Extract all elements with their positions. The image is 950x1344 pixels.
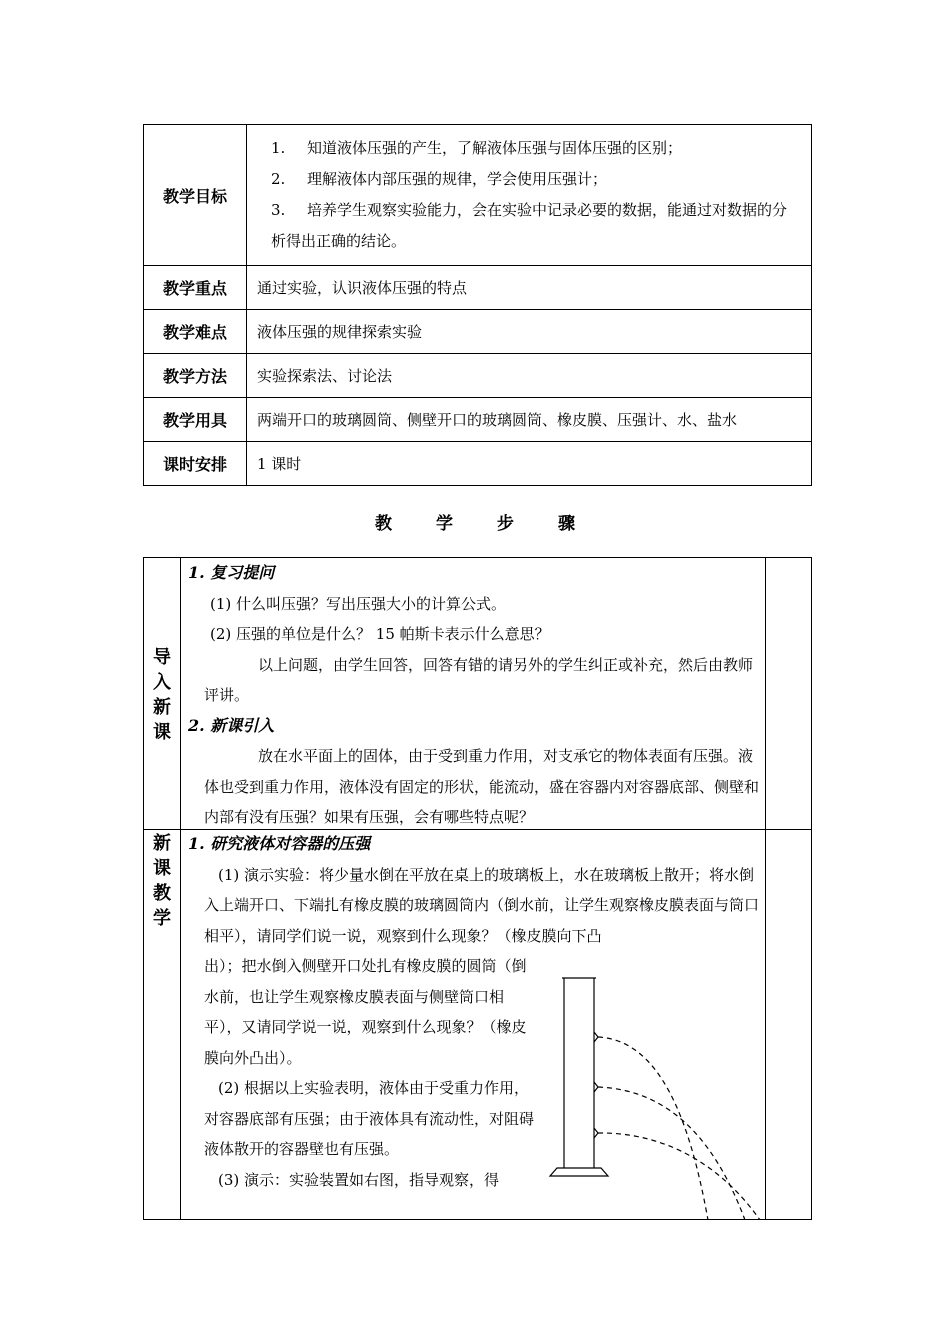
cylinder-water-jet-figure <box>540 970 770 1220</box>
key-points-value: 通过实验，认识液体压强的特点 <box>247 266 812 310</box>
objectives-value <box>247 125 812 266</box>
difficulties-value: 液体压强的规律探索实验 <box>247 310 812 354</box>
intro-section-label: 导 入 新 课 <box>153 647 171 743</box>
objectives-list <box>247 125 805 265</box>
tools-value: 两端开口的玻璃圆筒、侧壁开口的玻璃圆筒、橡皮膜、压强计、水、盐水 <box>247 398 812 442</box>
lesson-info-table <box>143 124 812 486</box>
row-schedule <box>144 442 812 486</box>
methods-value: 实验探索法、讨论法 <box>247 354 812 398</box>
steps-title: 教学步骤 <box>375 514 619 534</box>
row-tools <box>144 398 812 442</box>
objective-item: 3. 培养学生观察实验能力，会在实验中记录必要的数据，能通过对数据的分析得出正确的结论。 <box>271 201 788 250</box>
water-jet-bottom <box>598 1133 760 1220</box>
objective-item: 1. 知道液体压强的产生，了解液体压强与固体压强的区别； <box>271 139 683 157</box>
objective-item: 2. 理解液体内部压强的规律，学会使用压强计； <box>271 170 608 188</box>
intro-heading: 2. 新课引入 <box>188 715 275 735</box>
row-key-points <box>144 266 812 310</box>
row-methods <box>144 354 812 398</box>
demo-1-paragraph: (1) 演示实验：将少量水倒在平放在桌上的玻璃板上，水在玻璃板上散开；将水倒入上端开口、下端扎有橡皮膜的玻璃圆筒内（倒水前，让学生观察橡皮膜表面与筒口相平），请同学们说一说，观察到什么现象？（橡皮膜向下凸 <box>204 865 760 945</box>
objectives-label: 教学目标 <box>144 125 247 266</box>
difficulties-label: 教学难点 <box>144 310 247 354</box>
review-paragraph: 以上问题，由学生回答，回答有错的请另外的学生纠正或补充，然后由教师评讲。 <box>204 655 754 704</box>
methods-label: 教学方法 <box>144 354 247 398</box>
new-lesson-section-label: 新 课 教 学 <box>153 833 171 929</box>
review-question-2: (2) 压强的单位是什么？ 15 帕斯卡表示什么意思？ <box>210 625 550 643</box>
intro-content <box>180 558 765 833</box>
demo-1-continued: 出）；把水倒入侧壁开口处扎有橡皮膜的圆筒（倒水前，也让学生观察橡皮膜表面与侧壁筒口相平），又请同学说一说，观察到什么现象？（橡皮膜向外凸出）。 <box>204 957 527 1067</box>
demo-2-paragraph: (2) 根据以上实验表明，液体由于受重力作用，对容器底部有压强；由于液体具有流动性，对阻碍液体散开的容器壁也有压强。 <box>204 1079 535 1158</box>
review-question-1: (1) 什么叫压强？写出压强大小的计算公式。 <box>210 594 507 613</box>
cylinder-wall <box>564 978 594 1168</box>
tools-label: 教学用具 <box>144 398 247 442</box>
cylinder-base <box>550 1168 608 1176</box>
row-objectives <box>144 125 812 266</box>
key-points-label: 教学重点 <box>144 266 247 310</box>
demo-3-paragraph: (3) 演示：实验装置如右图，指导观察，得 <box>218 1170 500 1189</box>
water-jet-top <box>598 1037 708 1220</box>
schedule-value: 1 课时 <box>247 442 812 486</box>
intro-paragraph: 放在水平面上的固体，由于受到重力作用，对支承它的物体表面有压强。液体也受到重力作用，液体没有固定的形状，能流动，盛在容器内对容器底部、侧壁和内部有没有压强？如果有压强，会有哪些特点呢？ <box>204 747 760 826</box>
row-difficulties <box>144 310 812 354</box>
water-jet-middle <box>598 1087 745 1220</box>
container-pressure-heading: 1. 研究液体对容器的压强 <box>188 834 371 853</box>
review-heading: 1. 复习提问 <box>188 563 275 582</box>
schedule-label: 课时安排 <box>144 442 247 486</box>
